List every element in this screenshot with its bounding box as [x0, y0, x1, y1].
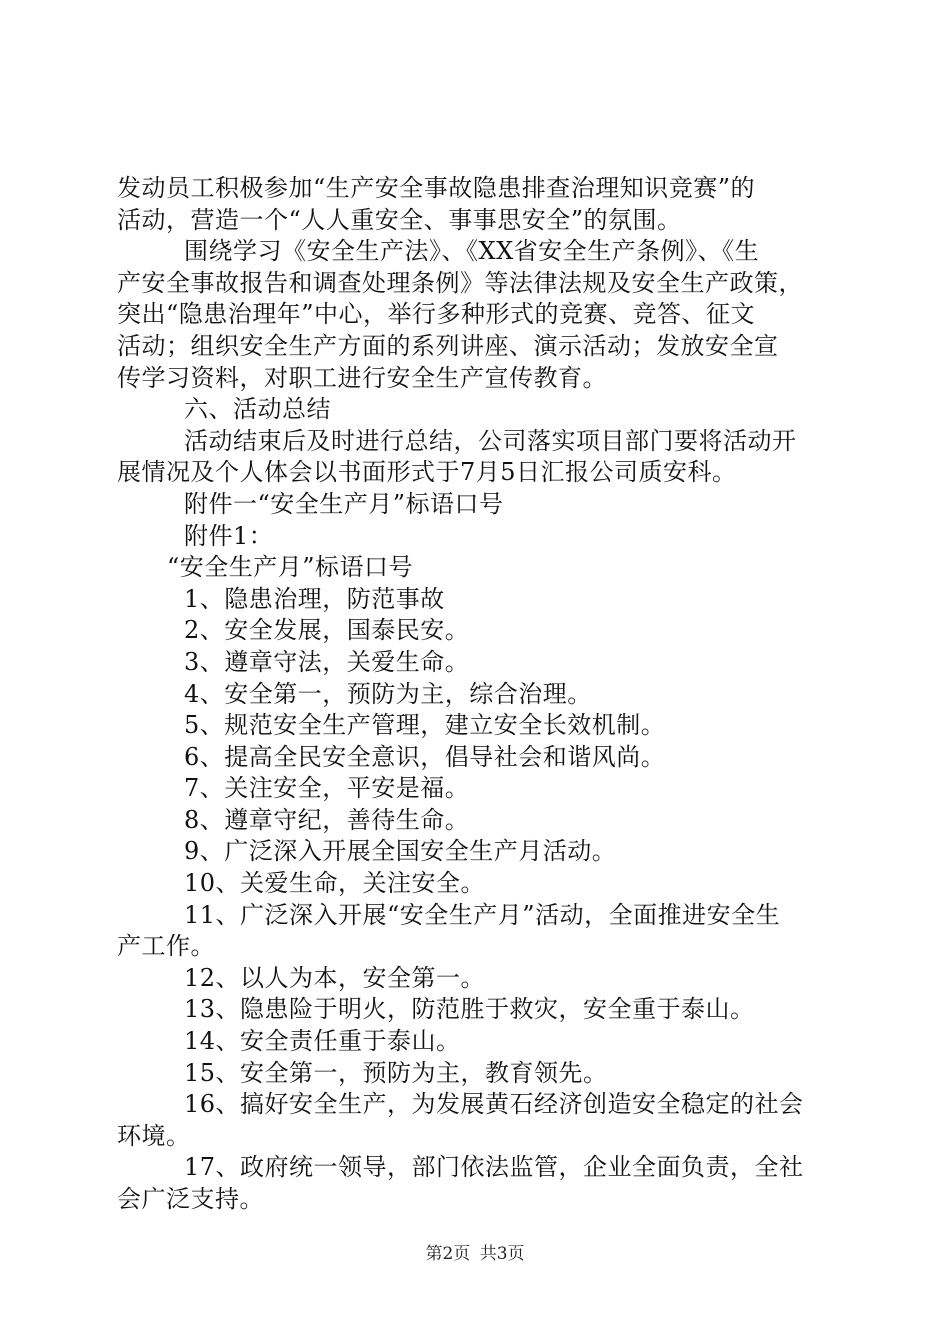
text-line: 14、安全责任重于泰山。	[184, 1027, 461, 1056]
text-line: 活动，营造一个“人人重安全、事事思安全”的氛围。	[117, 205, 682, 234]
page-number: 第2页	[425, 1244, 471, 1264]
text-line: 产工作。	[117, 932, 215, 961]
text-line: 3、遵章守法，关爱生命。	[184, 647, 470, 676]
text-line: 产安全事故报告和调查处理条例》等法律法规及安全生产政策，	[117, 268, 803, 297]
text-line: 8、遵章守纪，善待生命。	[184, 805, 470, 834]
text-line: 5、规范安全生产管理，建立安全长效机制。	[184, 711, 666, 740]
text-line: 六、活动总结	[184, 395, 331, 424]
text-line: 17、政府统一领导，部门依法监管，企业全面负责，全社	[184, 1153, 804, 1182]
text-line: 环境。	[117, 1121, 191, 1150]
text-line: “安全生产月”标语口号	[167, 553, 414, 582]
page-footer	[0, 1243, 950, 1265]
text-line: 13、隐患险于明火，防范胜于救灾，安全重于泰山。	[184, 995, 755, 1024]
text-line: 15、安全第一，预防为主，教育领先。	[184, 1058, 608, 1087]
text-line: 附件1：	[184, 521, 274, 550]
text-line: 围绕学习《安全生产法》、《XX省安全生产条例》、《生	[184, 237, 760, 266]
page-total: 共3页	[479, 1244, 525, 1264]
text-line: 12、以人为本，安全第一。	[184, 963, 486, 992]
text-line: 6、提高全民安全意识，倡导社会和谐风尚。	[184, 742, 666, 771]
text-line: 16、搞好安全生产，为发展黄石经济创造安全稳定的社会	[184, 1090, 804, 1119]
text-line: 11、广泛深入开展“安全生产月”活动，全面推进安全生	[184, 900, 781, 929]
text-line: 2、安全发展，国泰民安。	[184, 616, 470, 645]
text-line: 4、安全第一，预防为主，综合治理。	[184, 679, 592, 708]
text-line: 10、关爱生命，关注安全。	[184, 869, 486, 898]
text-line: 9、广泛深入开展全国安全生产月活动。	[184, 837, 617, 866]
document-body	[117, 173, 837, 1216]
text-line: 7、关注安全，平安是福。	[184, 774, 470, 803]
text-line: 活动；组织安全生产方面的系列讲座、演示活动；发放安全宣	[117, 331, 779, 360]
text-line: 传学习资料，对职工进行安全生产宣传教育。	[117, 363, 607, 392]
text-line: 突出“隐患治理年”中心，举行多种形式的竞赛、竞答、征文	[117, 300, 756, 329]
text-line: 活动结束后及时进行总结，公司落实项目部门要将活动开	[184, 426, 797, 455]
text-line: 展情况及个人体会以书面形式于7月5日汇报公司质安科。	[117, 458, 737, 487]
text-line: 发动员工积极参加“生产安全事故隐患排查治理知识竞赛”的	[117, 174, 756, 202]
text-line: 会广泛支持。	[117, 1185, 264, 1213]
text-line: 附件一“安全生产月”标语口号	[184, 489, 504, 518]
text-line: 1、隐患治理，防范事故	[184, 584, 445, 613]
